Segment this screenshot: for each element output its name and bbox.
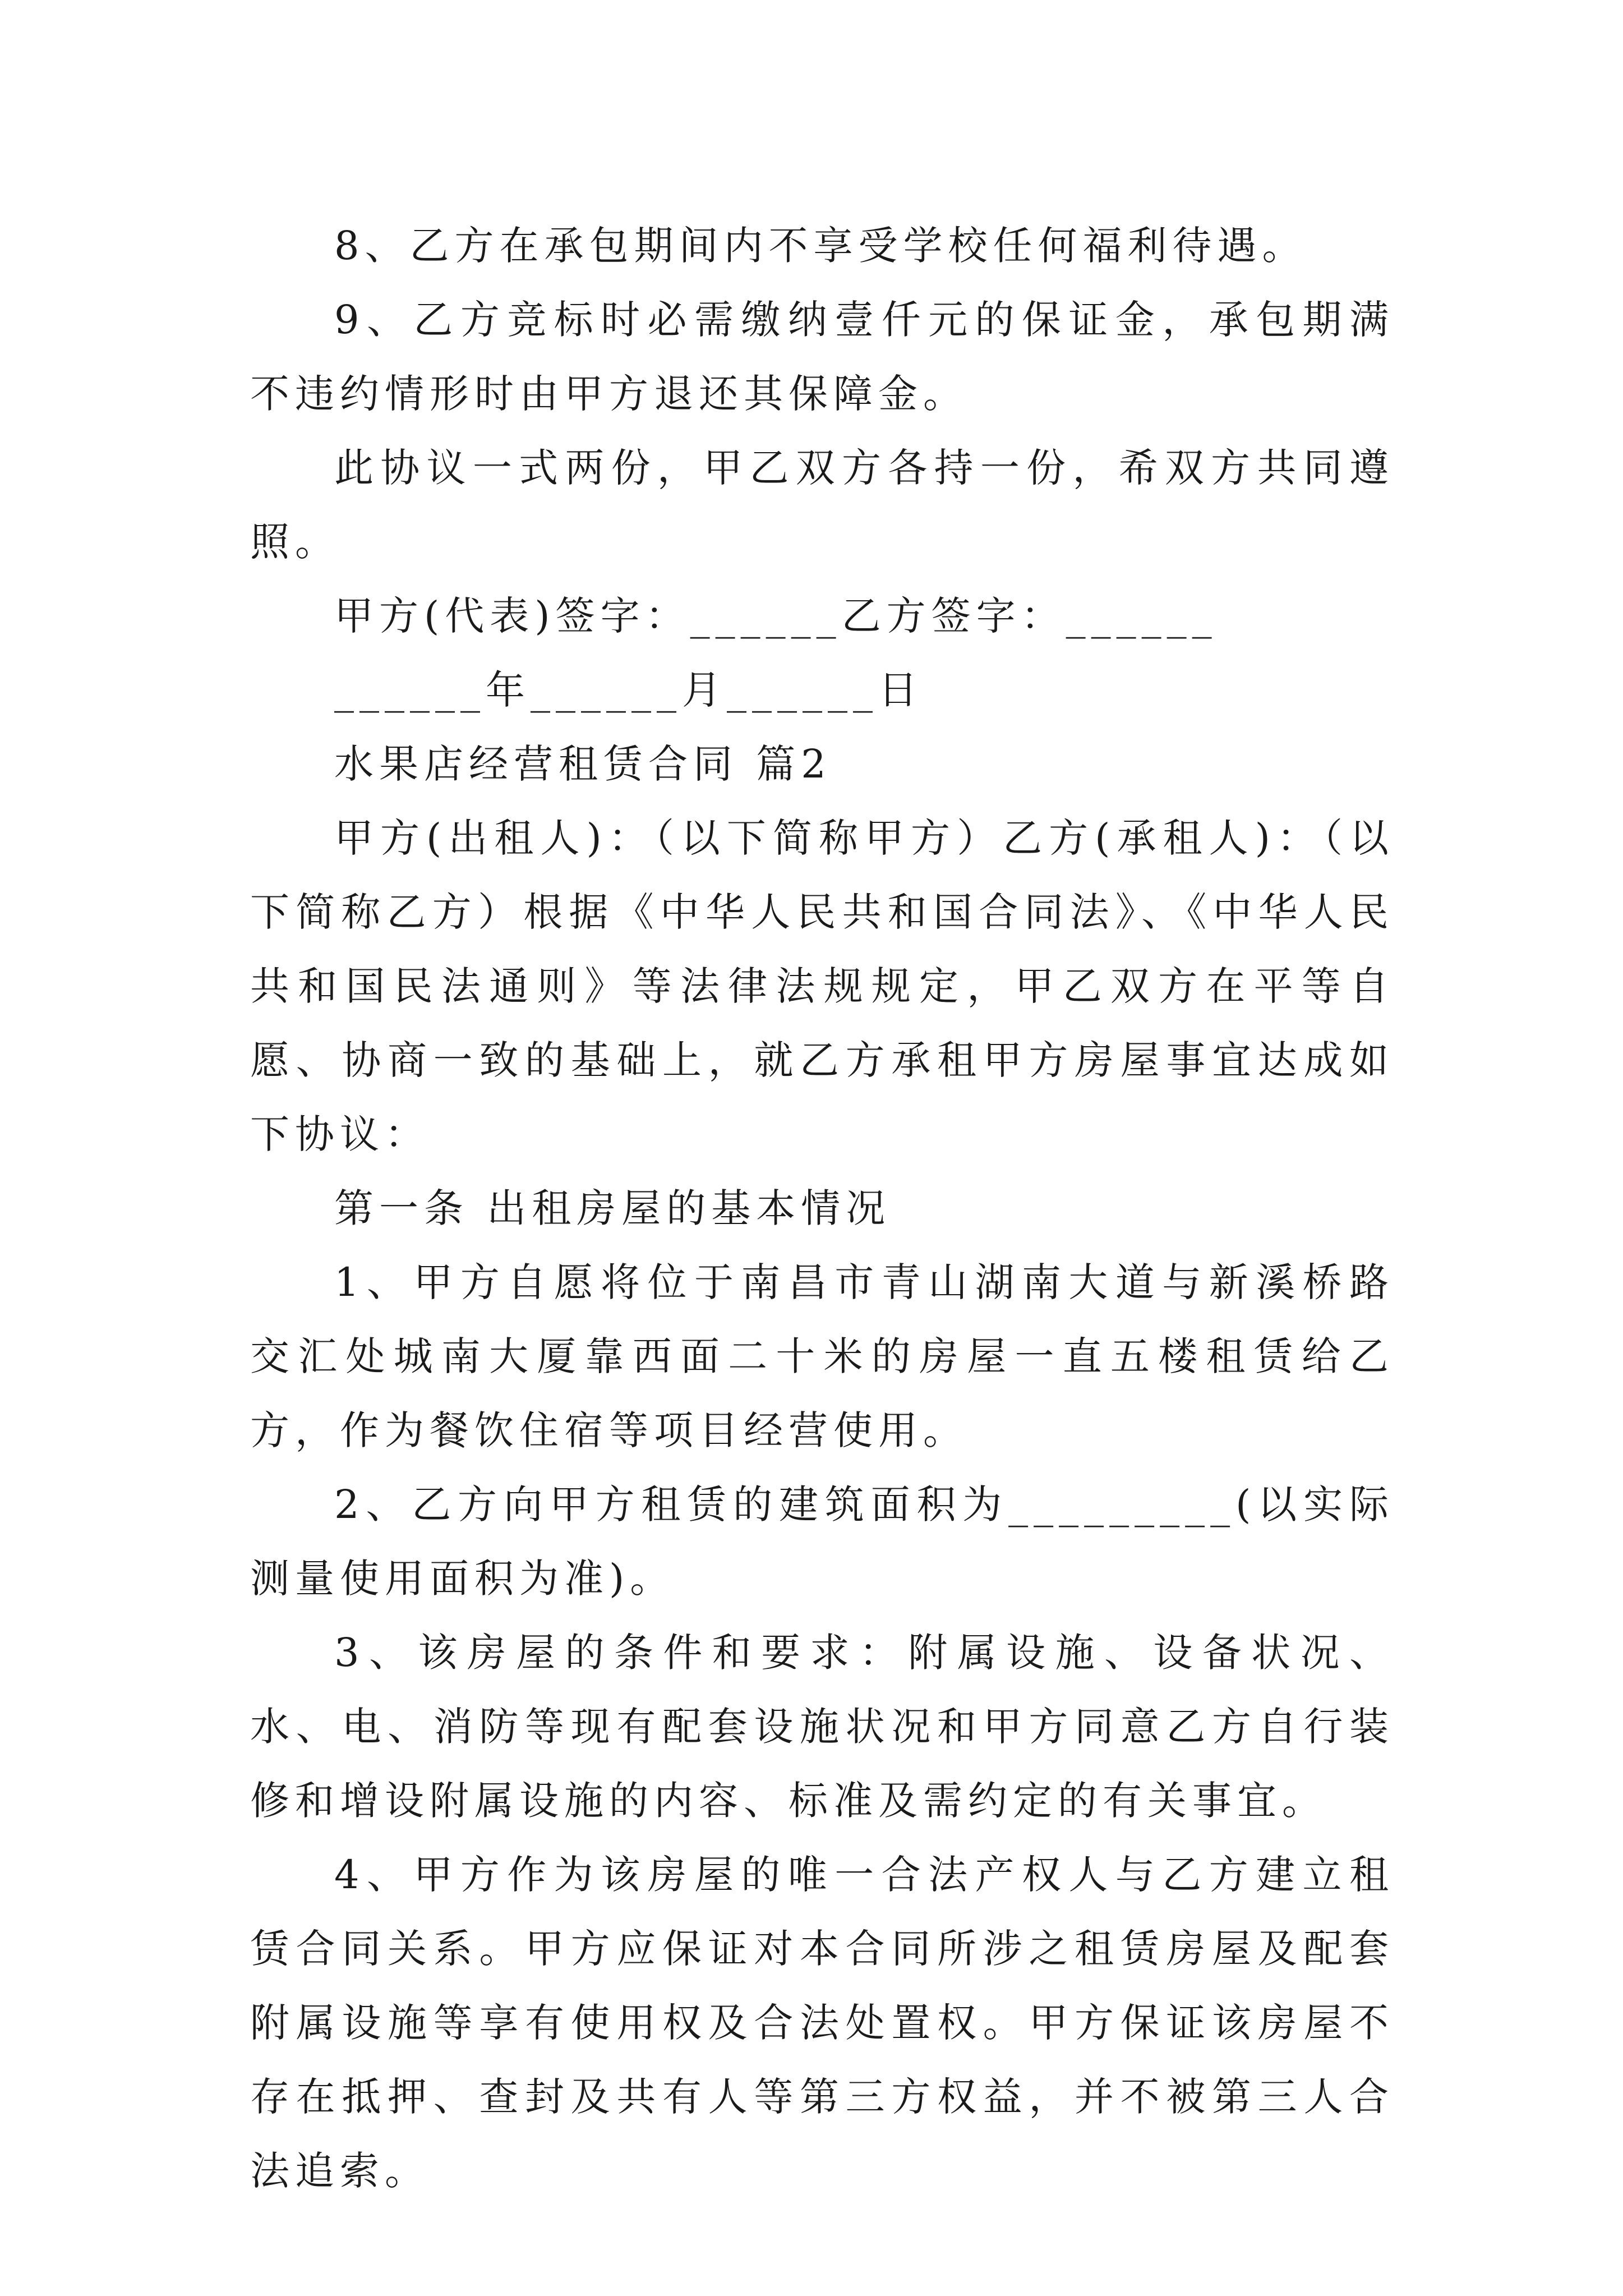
article-1-item-1: 1、甲方自愿将位于南昌市青山湖南大道与新溪桥路交汇处城南大厦靠西面二十米的房屋一直五楼租赁给乙方，作为餐饮住宿等项目经营使用。	[250, 1259, 1394, 1453]
article-1-item-3: 3、该房屋的条件和要求：附属设施、设备状况、水、电、消防等现有配套设施状况和甲方同意乙方自行装修和增设附属设施的内容、标准及需约定的有关事宜。	[250, 1630, 1394, 1824]
parties-intro-paragraph: 甲方(出租人)：（以下简称甲方）乙方(承租人)：（以下简称乙方）根据《中华人民共和国合同法》、《中华人民共和国民法通则》等法律法规规定，甲乙双方在平等自愿、协商一致的基础上，就乙方承租甲方房屋事宜达成如下协议：	[250, 815, 1394, 1157]
clause-8-paragraph: 8、乙方在承包期间内不享受学校任何福利待遇。	[334, 223, 1307, 269]
signature-line: 甲方(代表)签字：______乙方签字：______	[334, 593, 1218, 639]
section-title: 水果店经营租赁合同 篇2	[334, 741, 832, 787]
article-1-item-4: 4、甲方作为该房屋的唯一合法产权人与乙方建立租赁合同关系。甲方应保证对本合同所涉之租赁房屋及配套附属设施等享有使用权及合法处置权。甲方保证该房屋不存在抵押、查封及共有人等第三方权益，并不被第三人合法追索。	[250, 1852, 1394, 2194]
article-1-heading: 第一条 出租房屋的基本情况	[334, 1185, 891, 1231]
clause-9-paragraph: 9、乙方竞标时必需缴纳壹仟元的保证金，承包期满不违约情形时由甲方退还其保障金。	[250, 297, 1394, 417]
date-line: ______年______月______日	[334, 667, 923, 713]
copies-statement-paragraph: 此协议一式两份，甲乙双方各持一份，希双方共同遵照。	[250, 445, 1394, 565]
document-body	[250, 209, 1394, 2208]
article-1-item-2: 2、乙方向甲方租赁的建筑面积为_________(以实际测量使用面积为准)。	[250, 1481, 1394, 1602]
